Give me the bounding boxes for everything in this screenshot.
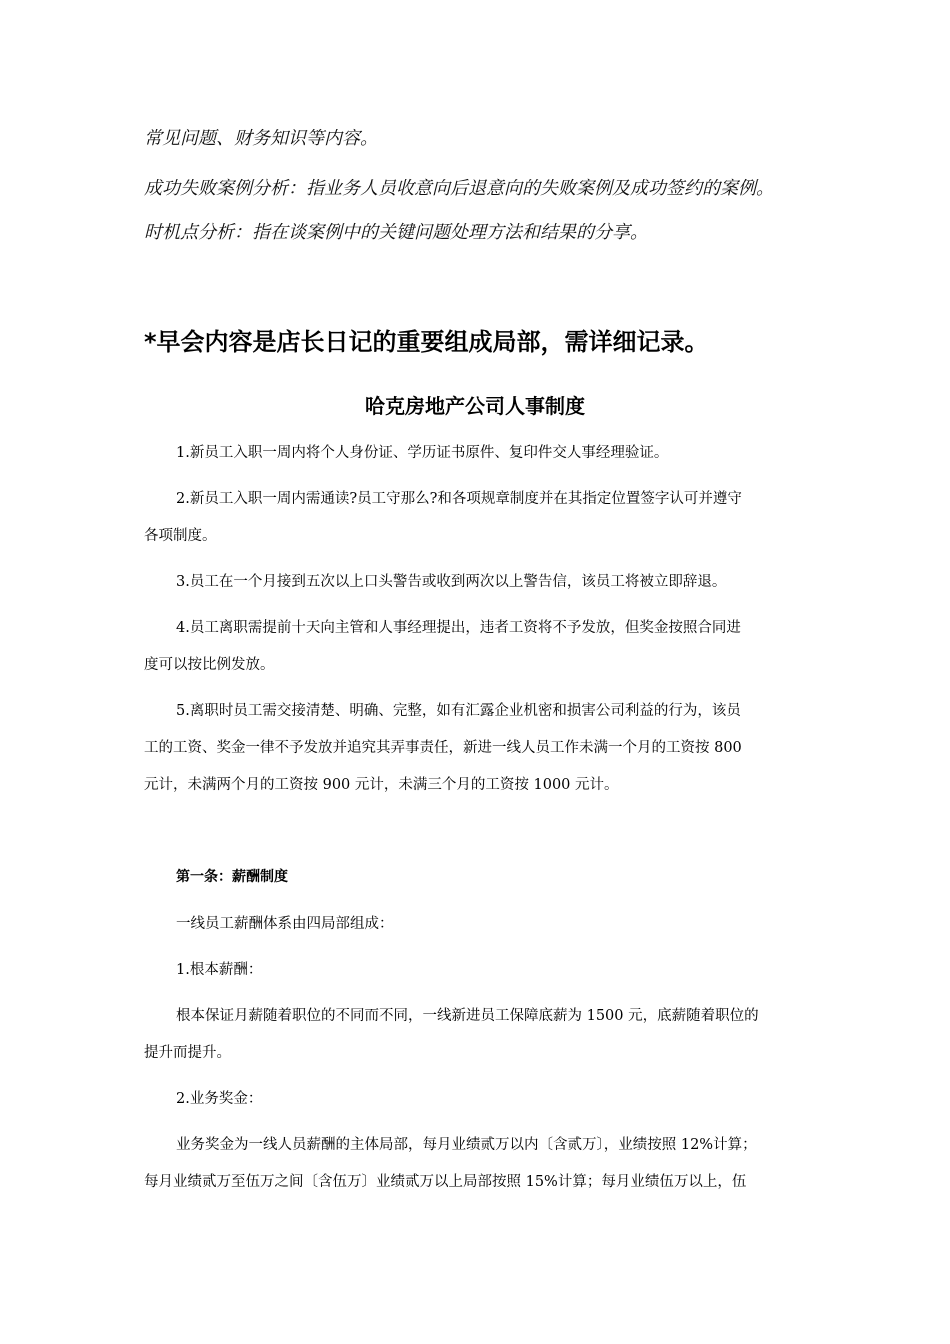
salary-heading: 第一条：薪酬制度 <box>176 869 288 885</box>
salary-item-1-line-1: 根本保证月薪随着职位的不同而不同，一线新进员工保障底薪为 1500 元，底薪随着职位的 <box>176 1008 759 1024</box>
intro-note-case-analysis: 成功失败案例分析：指业务人员收意向后退意向的失败案例及成功签约的案例。 <box>144 178 774 199</box>
salary-intro: 一线员工薪酬体系由四局部组成： <box>176 916 394 932</box>
rule-4-line-2: 度可以按比例发放。 <box>144 657 275 673</box>
rule-3: 3.员工在一个月接到五次以上口头警告或收到两次以上警告信，该员工将被立即辞退。 <box>176 574 727 590</box>
salary-item-2-title: 2.业务奖金： <box>176 1091 263 1107</box>
salary-item-1-line-2: 提升而提升。 <box>144 1045 231 1061</box>
salary-item-2-line-1: 业务奖金为一线人员薪酬的主体局部，每月业绩贰万以内〔含贰万〕，业绩按照 12%计算； <box>176 1137 757 1153</box>
salary-item-1-title: 1.根本薪酬： <box>176 962 263 978</box>
document-title: 哈克房地产公司人事制度 <box>365 394 585 418</box>
rule-5-line-3: 元计，未满两个月的工资按 900 元计，未满三个月的工资按 1000 元计。 <box>144 777 619 793</box>
rule-5-line-1: 5.离职时员工需交接清楚、明确、完整，如有汇露企业机密和损害公司利益的行为，该员 <box>176 703 741 719</box>
rule-2-line-2: 各项制度。 <box>144 528 217 544</box>
intro-note-timing-analysis: 时机点分析：指在谈案例中的关键问题处理方法和结果的分享。 <box>144 222 648 243</box>
rule-1: 1.新员工入职一周内将个人身份证、学历证书原件、复印件交人事经理验证。 <box>176 445 669 461</box>
salary-item-2-line-2: 每月业绩贰万至伍万之间〔含伍万〕业绩贰万以上局部按照 15%计算；每月业绩伍万以上，伍 <box>144 1174 747 1190</box>
morning-meeting-note: *早会内容是店长日记的重要组成局部，需详细记录。 <box>144 328 709 356</box>
rule-5-line-2: 工的工资、奖金一律不予发放并追究其弄事责任，新进一线人员工作未满一个月的工资按 800 <box>144 740 742 756</box>
rule-4-line-1: 4.员工离职需提前十天向主管和人事经理提出，违者工资将不予发放，但奖金按照合同进 <box>176 620 741 636</box>
rule-2-line-1: 2.新员工入职一周内需通读?员工守那么?和各项规章制度并在其指定位置签字认可并遵守 <box>176 491 742 507</box>
intro-note-common-issues: 常见问题、财务知识等内容。 <box>144 128 378 149</box>
